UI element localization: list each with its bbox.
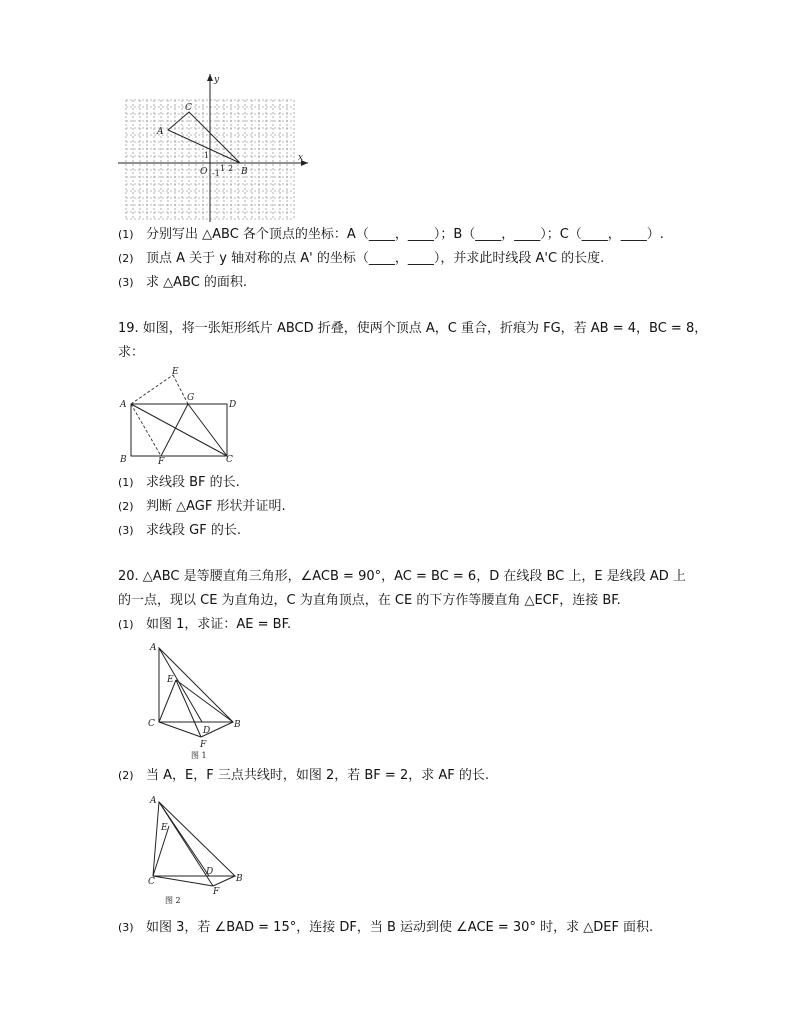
figure-2-caption: 图 2 xyxy=(165,896,181,905)
point-e-label: E xyxy=(172,367,179,377)
q20-figure-2 xyxy=(145,794,245,906)
q19-part2-number: (2) xyxy=(118,500,134,513)
q18-part1 xyxy=(118,226,664,244)
segment-gf xyxy=(161,404,188,456)
point-a-label: A xyxy=(120,400,127,410)
q20-part3-text: 如图 3，若 ∠BAD = 15°，连接 DF，当 B 运动到使 ∠ACE = 30° 时，求 △DEF 面积. xyxy=(146,920,654,935)
q18-part3 xyxy=(118,274,247,292)
point-c-label: C xyxy=(148,719,155,729)
q20-part2-text: 当 A，E，F 三点共线时，如图 2，若 BF = 2，求 AF 的长. xyxy=(146,768,489,783)
segment-ac xyxy=(131,404,227,456)
q18-part2-number: (2) xyxy=(118,252,134,265)
point-f-label: F xyxy=(213,887,220,897)
q19-part3 xyxy=(118,522,241,540)
tick-label-1-y: 1 xyxy=(204,151,210,160)
point-b-label: B xyxy=(236,874,243,884)
point-e-label: E xyxy=(161,823,168,833)
q20-part1-number: (1) xyxy=(118,618,134,631)
tick-label-neg1: -1 xyxy=(212,169,220,178)
point-f-label: F xyxy=(200,740,207,750)
q20-part3 xyxy=(118,919,653,937)
point-a-label: A xyxy=(157,127,164,137)
point-c-label: C xyxy=(185,103,192,113)
segment-cf xyxy=(153,876,213,886)
q20-part2-number: (2) xyxy=(118,769,134,782)
point-e-label: E xyxy=(167,675,174,685)
q18-part2-text: 顶点 A 关于 y 轴对称的点 A' 的坐标（____，____），并求此时线段 A'C 的长度. xyxy=(146,251,605,266)
q18-part3-text: 求 △ABC 的面积. xyxy=(146,275,248,290)
q18-part1-text: 分别写出 △ABC 各个顶点的坐标：A（____，____）；B（____，____）；C（____，____）. xyxy=(146,227,664,242)
q20-part2 xyxy=(118,767,489,785)
coordinate-grid-figure xyxy=(112,70,312,225)
q19-stem-line1: 19. 如图，将一张矩形纸片 ABCD 折叠，使两个顶点 A，C 重合，折痕为 FG，若 AB = 4，BC = 8， xyxy=(118,321,708,336)
tick-label-1-x: 1 xyxy=(220,164,226,173)
segment-eg xyxy=(173,375,188,404)
q19-stem-line2: 求： xyxy=(118,345,145,360)
q18-part2 xyxy=(118,250,604,268)
q19-part1 xyxy=(118,474,240,492)
point-d-label: D xyxy=(206,867,214,877)
figure-1-caption: 图 1 xyxy=(191,751,207,760)
point-b-label: B xyxy=(120,455,127,465)
segment-ae xyxy=(131,375,173,404)
segment-cf xyxy=(159,722,201,737)
segment-ef xyxy=(176,680,201,737)
point-b-label: B xyxy=(241,167,248,177)
point-c-label: C xyxy=(148,877,155,887)
q20-figure-1 xyxy=(145,640,245,762)
segment-bf xyxy=(213,876,235,886)
point-b-label: B xyxy=(234,720,241,730)
segment-ce xyxy=(159,680,176,722)
q20-part3-number: (3) xyxy=(118,921,134,934)
point-a-label: A xyxy=(150,643,157,653)
point-c-label: C xyxy=(226,455,233,465)
q20-part1-text: 如图 1，求证：AE = BF. xyxy=(146,617,292,632)
q20-stem-line1: 20. △ABC 是等腰直角三角形，∠ACB = 90°，AC = BC = 6，D 在线段 BC 上，E 是线段 AD 上 xyxy=(118,569,686,584)
q19-rectangle-figure xyxy=(115,367,245,467)
segment-eb xyxy=(176,680,233,722)
q20-part1 xyxy=(118,616,291,634)
q19-part1-text: 求线段 BF 的长. xyxy=(146,475,240,490)
y-axis-arrow xyxy=(207,74,213,81)
segment-gc xyxy=(188,404,227,456)
axis-x-label: x xyxy=(298,153,304,163)
q19-part2-text: 判断 △AGF 形状并证明. xyxy=(146,499,286,514)
point-a-label: A xyxy=(150,796,157,806)
q19-part3-text: 求线段 GF 的长. xyxy=(146,523,241,538)
point-g-label: G xyxy=(187,393,195,403)
q19-part3-number: (3) xyxy=(118,524,134,537)
point-f-label: F xyxy=(158,457,165,467)
axis-y-label: y xyxy=(214,75,220,85)
q19-part1-number: (1) xyxy=(118,476,134,489)
tick-label-2: 2 xyxy=(228,164,234,173)
q20-stem-line2: 的一点，现以 CE 为直角边，C 为直角顶点，在 CE 的下方作等腰直角 △ECF，连接 BF. xyxy=(118,593,621,608)
point-d-label: D xyxy=(229,400,237,410)
origin-label: O xyxy=(200,167,208,177)
q18-part1-number: (1) xyxy=(118,228,134,241)
q19-part2 xyxy=(118,498,286,516)
segment-af xyxy=(159,802,213,886)
q18-part3-number: (3) xyxy=(118,276,134,289)
point-d-label: D xyxy=(203,726,211,736)
